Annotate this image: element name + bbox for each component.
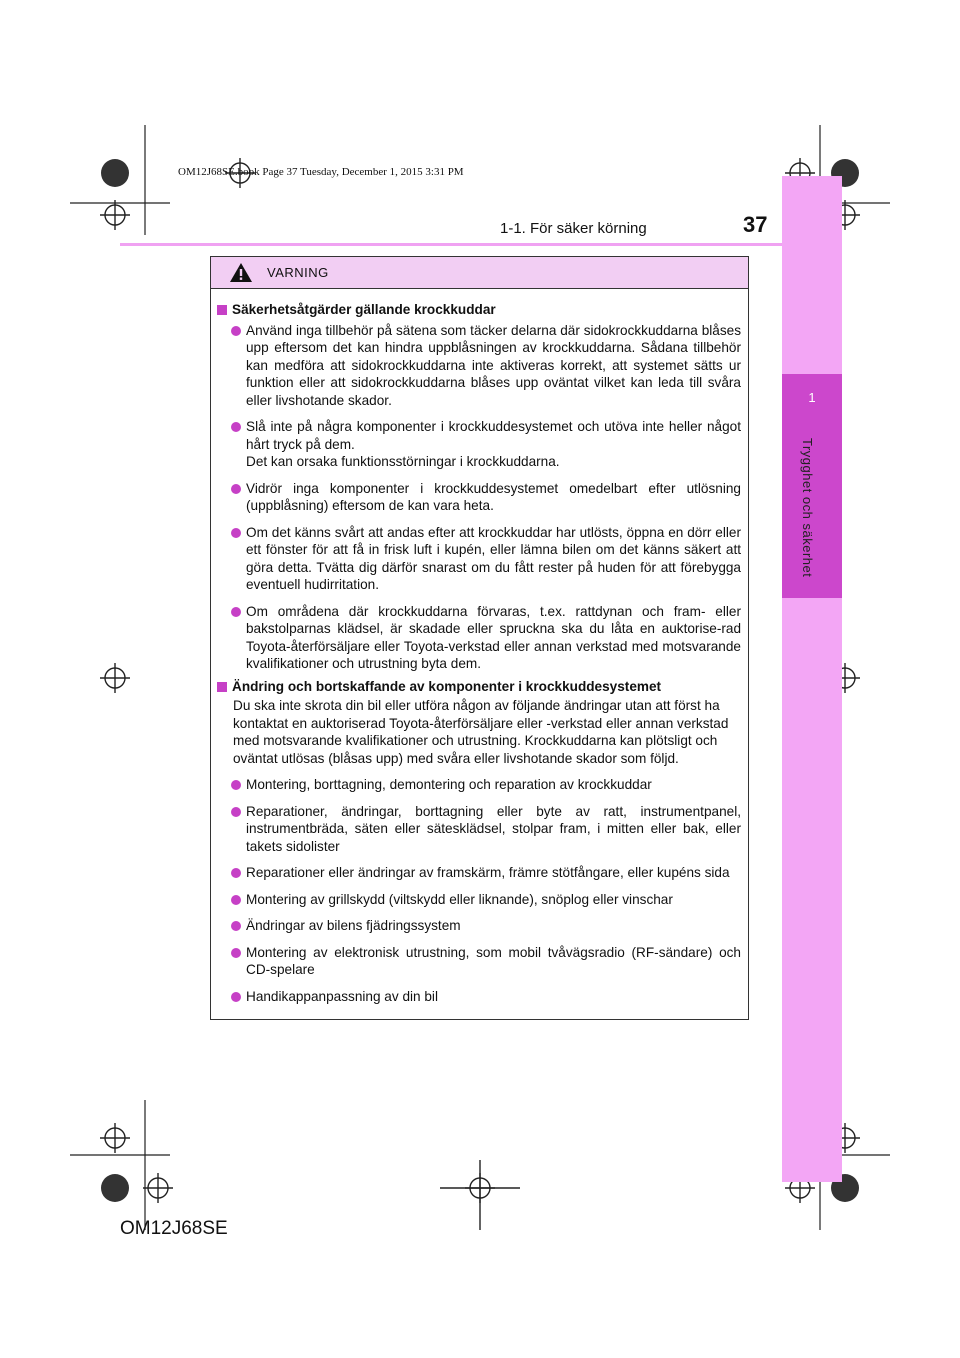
bullet-icon: [231, 484, 241, 494]
list-item: Om det känns svårt att andas efter att krockkuddar har utlösts, öppna en dörr eller ett fönster för att få in frisk luft i kupén, eller lämna bilen om det känns säkert att göra detta. Tvätta dig därför snarast om du fått rester på huden för att förebygga eventuell hudirritation.: [216, 524, 741, 594]
page-number: 37: [743, 212, 768, 237]
list-item: Ändringar av bilens fjädringssystem: [216, 917, 741, 935]
document-code: OM12J68SE: [120, 1218, 228, 1239]
list-item: Använd inga tillbehör på sätena som täcker delarna där sidokrockkuddarna blåses upp eftersom det kan hindra uppblåsningen av krockkuddarna. Sådana tillbehör kan medföra att sidokrockkuddarna inte aktiveras korrekt, att systemet sätts ur funktion eller att sidokrockkuddarna blåses upp oväntat vilket kan leda till svåra eller livshotande skador.: [216, 322, 741, 410]
list-item: Handikappanpassning av din bil: [216, 988, 741, 1006]
bullet-icon: [231, 607, 241, 617]
bullet-icon: [231, 780, 241, 790]
list-item: Om områdena där krockkuddarna förvaras, t.ex. rattdynan och fram- eller bakstolparnas klädsel, är skadade eller spruckna ska du låta en auktorise-rad Toyota-återförsäljare eller Toyota-verkstad eller annan verkstad med motsvarande kvalifikationer och utrustning byta dem.: [216, 603, 741, 673]
bullet-icon: [231, 992, 241, 1002]
book-print-info: OM12J68SE.book Page 37 Tuesday, December 1, 2015 3:31 PM: [178, 166, 464, 178]
section-title: 1-1. För säker körning: [500, 220, 647, 237]
warning-title: VARNING: [267, 265, 329, 280]
chapter-number: 1: [808, 390, 816, 405]
bullet-icon: [231, 422, 241, 432]
square-bullet-icon: [217, 682, 227, 692]
warning-box: [210, 256, 749, 1020]
section-heading: Ändring och bortskaffande av komponenter i krockkuddesystemet: [216, 678, 741, 696]
warning-header: [211, 257, 748, 289]
warning-body: [211, 289, 748, 1005]
bullet-icon: [231, 807, 241, 817]
bullet-icon: [231, 868, 241, 878]
list-item: Montering av elektronisk utrustning, som mobil tvåvägsradio (RF-sändare) och CD-spelare: [216, 944, 741, 979]
list-item: Reparationer, ändringar, borttagning eller byte av ratt, instrumentpanel, instrumentbräda, säten eller sätesklädsel, stolpar fram, i mitten eller bak, eller takets sidolister: [216, 803, 741, 856]
square-bullet-icon: [217, 305, 227, 315]
list-item: Montering, borttagning, demontering och reparation av krockkuddar: [216, 776, 741, 794]
bullet-icon: [231, 528, 241, 538]
section-heading: Säkerhetsåtgärder gällande krockkuddar: [216, 301, 741, 319]
section-intro: Du ska inte skrota din bil eller utföra någon av följande ändringar utan att först ha kontaktat en auktoriserad Toyota-återförsäljare eller -verkstad eller annan verkstad med motsvarande kvalifikationer och utrustning. Krockkuddarna kan plötsligt och oväntat utlösas (blåsas upp) med svåra eller livshotande skador som följd.: [233, 698, 729, 766]
bullet-icon: [231, 948, 241, 958]
chapter-title: Trygghet och säkerhet: [800, 438, 815, 578]
bullet-icon: [231, 326, 241, 336]
list-item: Vidrör inga komponenter i krockkuddesystemet omedelbart efter utlösning (uppblåsning) eftersom de kan vara heta.: [216, 480, 741, 515]
chapter-side-band: [782, 176, 842, 1182]
header-divider: [120, 243, 782, 246]
bullet-icon: [231, 895, 241, 905]
list-item: Reparationer eller ändringar av framskärm, främre stötfångare, eller kupéns sida: [216, 864, 741, 882]
list-item: Montering av grillskydd (viltskydd eller liknande), snöplog eller vinschar: [216, 891, 741, 909]
bullet-icon: [231, 921, 241, 931]
warning-triangle-icon: [229, 262, 253, 288]
list-item: Slå inte på några komponenter i krockkuddesystemet och utöva inte heller något hårt tryck på dem. Det kan orsaka funktionsstörningar i krockkuddarna.: [216, 418, 741, 471]
